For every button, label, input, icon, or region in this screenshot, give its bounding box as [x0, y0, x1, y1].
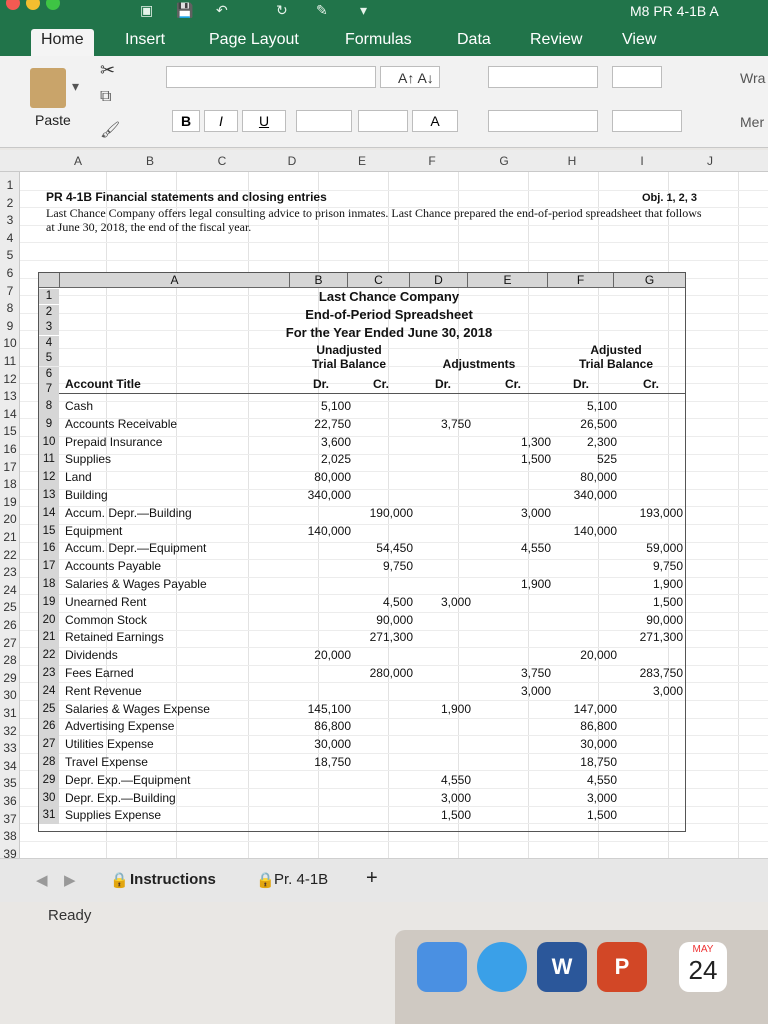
ss-row-number: 17 — [39, 557, 59, 575]
row-header[interactable]: 8 — [6, 301, 14, 316]
table-row — [39, 450, 685, 468]
zoom-window-button[interactable] — [46, 0, 60, 10]
amount-ub-cr: 4,500 — [382, 594, 413, 609]
wrap-text-button[interactable]: Wra — [740, 70, 766, 86]
adjusted-line2: Trial Balance — [578, 357, 654, 371]
ss-row-number: 5 — [39, 351, 59, 366]
adj-cr-header: Cr. — [504, 377, 521, 391]
account-name: Accum. Depr.—Building — [65, 505, 192, 520]
col-header-h[interactable]: H — [567, 154, 577, 168]
tab-page-layout[interactable]: Page Layout — [209, 31, 299, 48]
amount-adj-dr: 1,500 — [440, 808, 471, 823]
row-header[interactable]: 38 — [3, 829, 17, 844]
amount-ab-dr: 2,300 — [586, 434, 617, 449]
row-header[interactable]: 37 — [3, 811, 17, 826]
minimize-window-button[interactable] — [26, 0, 40, 10]
table-row — [39, 522, 685, 540]
table-row — [39, 806, 685, 824]
ss-row-number: 4 — [39, 336, 59, 351]
amount-ab-dr: 30,000 — [580, 737, 617, 752]
table-row — [39, 611, 685, 629]
col-header-b[interactable]: B — [145, 154, 154, 168]
table-row — [39, 468, 685, 486]
adjustments-header: Adjustments — [442, 357, 516, 371]
amount-ab-dr: 525 — [596, 452, 617, 467]
font-color-button[interactable]: A — [412, 110, 458, 132]
row-header[interactable]: 21 — [3, 530, 17, 544]
row-header[interactable]: 33 — [3, 741, 17, 756]
amount-adj-dr: 3,000 — [440, 594, 471, 609]
bold-button[interactable]: B — [172, 110, 200, 132]
row-headers — [0, 172, 20, 858]
amount-adj-cr: 1,900 — [520, 577, 551, 591]
account-name: Advertising Expense — [65, 719, 175, 734]
col-header-e[interactable]: E — [357, 154, 366, 168]
ss-row-number: 27 — [39, 735, 59, 753]
ss-row-number: 22 — [39, 646, 59, 664]
row-header[interactable]: 18 — [3, 477, 17, 492]
table-row — [39, 700, 685, 718]
account-name: Accounts Payable — [65, 559, 162, 574]
ss-row-number: 3 — [39, 320, 59, 335]
ss-row-number: 1 — [39, 289, 59, 304]
table-row — [39, 735, 685, 753]
amount-adj-dr: 3,750 — [440, 416, 471, 431]
amount-ub-cr: 54,450 — [376, 541, 413, 556]
row-header[interactable]: 12 — [3, 371, 17, 386]
ss-col-g: G — [613, 273, 685, 288]
align-top-buttons[interactable] — [488, 66, 598, 88]
ss-row-number: 14 — [39, 504, 59, 522]
adjusted-line1: Adjusted — [590, 343, 642, 357]
amount-ab-cr: 1,900 — [652, 577, 683, 591]
row-header[interactable]: 30 — [3, 688, 17, 703]
account-name: Accum. Depr.—Equipment — [65, 541, 207, 556]
ss-col-a: A — [59, 273, 289, 288]
ss-row-number: 8 — [39, 397, 59, 415]
amount-ab-cr: 9,750 — [652, 559, 683, 574]
status-text: Ready — [48, 907, 92, 924]
amount-ab-dr: 20,000 — [580, 648, 617, 663]
orientation-button[interactable] — [612, 66, 662, 88]
row-header[interactable]: 7 — [6, 283, 14, 298]
worksheet-grid[interactable] — [0, 150, 768, 858]
calendar-day: 24 — [688, 955, 718, 985]
row-header[interactable]: 34 — [3, 758, 17, 773]
ribbon — [0, 56, 768, 148]
col-header-i[interactable]: I — [640, 154, 644, 168]
word-icon[interactable]: W — [537, 942, 587, 992]
ss-col-b: B — [289, 273, 347, 288]
amount-adj-dr: 4,550 — [440, 772, 471, 787]
row-header[interactable]: 6 — [6, 266, 14, 280]
ss-row-number: 21 — [39, 628, 59, 646]
row-header[interactable]: 28 — [3, 653, 17, 668]
redo-icon[interactable]: ↻ — [276, 2, 288, 18]
amount-ab-cr: 271,300 — [639, 630, 683, 645]
row-header[interactable]: 16 — [3, 442, 17, 456]
gridline — [738, 172, 739, 858]
calendar-month: MAY — [692, 944, 714, 955]
powerpoint-icon[interactable]: P — [597, 942, 647, 992]
account-name: Salaries & Wages Expense — [65, 701, 210, 716]
account-name: Travel Expense — [65, 755, 148, 769]
amount-ab-cr: 59,000 — [646, 541, 683, 556]
ss-row-number: 11 — [39, 450, 59, 468]
row-header[interactable]: 14 — [3, 406, 17, 421]
ss-row-number: 24 — [39, 682, 59, 700]
table-row — [39, 557, 685, 575]
amount-adj-cr: 1,500 — [520, 452, 551, 467]
tab-insert[interactable]: Insert — [125, 31, 166, 48]
ss-row-number: 25 — [39, 700, 59, 718]
customize-icon[interactable]: ✎ — [316, 2, 328, 18]
account-name: Supplies Expense — [65, 808, 162, 823]
amount-adj-dr: 1,900 — [440, 701, 471, 716]
problem-intro: Last Chance Company offers legal consulting advice to prison inmates. Last Chance prepared the end-of-period spreadsheet that follows at June 30, 2018, the end of the fiscal year. — [46, 206, 702, 234]
paste-icon[interactable] — [30, 68, 66, 108]
spreadsheet-column-letters — [39, 273, 685, 288]
amount-ab-dr: 140,000 — [573, 523, 617, 538]
company-name: Last Chance Company — [318, 289, 460, 304]
tab-home[interactable]: Home — [31, 29, 94, 56]
ss-row-number: 19 — [39, 593, 59, 611]
col-header-c[interactable]: C — [217, 154, 227, 168]
window-title: M8 PR 4-1B A — [630, 3, 719, 19]
ss-row-number: 2 — [39, 305, 59, 320]
amount-adj-cr: 3,000 — [520, 683, 551, 698]
tab-formulas[interactable]: Formulas — [345, 31, 412, 48]
ab-dr-header: Dr. — [572, 377, 589, 391]
ss-row-number: 9 — [39, 415, 59, 433]
col-header-f[interactable]: F — [428, 154, 436, 168]
ss-row-number: 29 — [39, 771, 59, 789]
ub-dr-header: Dr. — [312, 377, 329, 391]
amount-ub-dr: 140,000 — [307, 523, 351, 538]
close-window-button[interactable] — [6, 0, 20, 10]
account-name: Land — [65, 470, 92, 485]
indent-buttons[interactable] — [612, 110, 682, 132]
account-name: Rent Revenue — [65, 683, 142, 698]
adj-dr-header: Dr. — [434, 377, 451, 391]
ss-row-number: 23 — [39, 664, 59, 682]
amount-ub-dr: 145,100 — [307, 701, 351, 716]
ss-row-number: 12 — [39, 468, 59, 486]
table-row — [39, 628, 685, 646]
amount-ab-dr: 1,500 — [586, 808, 617, 823]
column-headers — [0, 150, 768, 172]
header-rule — [59, 393, 685, 394]
adjusted-header — [547, 343, 685, 371]
amount-ab-dr: 86,800 — [580, 719, 617, 734]
table-row — [39, 771, 685, 789]
amount-ub-cr: 9,750 — [382, 559, 413, 574]
paste-dropdown-icon[interactable]: ▾ — [72, 78, 80, 94]
finder-icon[interactable] — [417, 942, 467, 992]
amount-ub-dr: 18,750 — [314, 755, 351, 769]
amount-ub-dr: 5,100 — [320, 399, 351, 413]
amount-ub-dr: 30,000 — [314, 737, 351, 752]
col-header-g[interactable]: G — [499, 154, 509, 168]
ss-row-number: 6 — [39, 367, 59, 382]
prev-sheet-icon[interactable]: ◀ — [36, 872, 48, 889]
table-row — [39, 575, 685, 593]
row-header[interactable]: 29 — [3, 670, 17, 685]
account-name: Dividends — [65, 648, 118, 663]
ss-row-number: 16 — [39, 539, 59, 557]
amount-ab-cr: 283,750 — [639, 666, 683, 680]
table-row — [39, 397, 685, 415]
ss-row-number: 30 — [39, 789, 59, 807]
ub-cr-header: Cr. — [372, 377, 389, 391]
paste-label[interactable]: Paste — [35, 112, 71, 128]
table-row — [39, 539, 685, 557]
row-header[interactable]: 9 — [6, 318, 14, 333]
problem-objectives: Obj. 1, 2, 3 — [642, 192, 698, 204]
amount-ab-cr: 3,000 — [652, 683, 683, 698]
account-title-header: Account Title — [65, 377, 141, 391]
amount-adj-dr: 3,000 — [440, 790, 471, 805]
unadjusted-line1: Unadjusted — [316, 343, 382, 357]
account-name: Accounts Receivable — [65, 416, 178, 431]
row-header[interactable]: 22 — [3, 547, 17, 562]
sheet-tab-bar — [0, 858, 768, 902]
amount-ab-cr: 193,000 — [639, 505, 683, 520]
unadjusted-header — [289, 343, 409, 371]
amount-ab-dr: 4,550 — [586, 772, 617, 787]
account-name: Unearned Rent — [65, 594, 147, 609]
ss-col-c: C — [347, 273, 409, 288]
merge-button[interactable]: Mer — [740, 114, 765, 130]
amount-adj-cr: 1,300 — [520, 434, 551, 449]
row-header[interactable]: 26 — [3, 618, 17, 632]
row-header[interactable]: 5 — [6, 248, 14, 263]
spreadsheet-title: End-of-Period Spreadsheet — [305, 307, 473, 322]
col-header-d[interactable]: D — [287, 154, 297, 168]
amount-ub-dr: 80,000 — [314, 470, 351, 485]
qat-dropdown-icon[interactable]: ▾ — [360, 2, 368, 18]
unadjusted-line2: Trial Balance — [311, 357, 387, 371]
row-header[interactable]: 35 — [3, 776, 17, 791]
account-name: Salaries & Wages Payable — [65, 577, 207, 591]
amount-adj-cr: 4,550 — [520, 541, 551, 556]
row-header[interactable]: 23 — [3, 565, 17, 580]
col-header-j[interactable]: J — [707, 154, 713, 168]
align-buttons[interactable] — [488, 110, 598, 132]
amount-ub-cr: 190,000 — [369, 505, 413, 520]
ss-row-number: 10 — [39, 433, 59, 451]
dock — [395, 930, 768, 1024]
row-header[interactable]: 2 — [6, 195, 14, 210]
tab-view[interactable]: View — [622, 31, 657, 48]
account-name: Depr. Exp.—Building — [65, 790, 176, 805]
amount-ub-dr: 22,750 — [314, 416, 351, 431]
ss-row-number: 31 — [39, 806, 59, 824]
cut-icon[interactable]: ✂ — [100, 60, 116, 80]
problem-heading: PR 4-1B Financial statements and closing entries — [46, 190, 327, 204]
row-header[interactable]: 39 — [3, 846, 17, 858]
save-icon[interactable]: 💾 — [176, 2, 194, 18]
amount-ub-cr: 90,000 — [376, 612, 413, 627]
row-header[interactable]: 32 — [3, 723, 17, 738]
amount-ub-cr: 271,300 — [369, 630, 413, 645]
title-bar — [0, 0, 768, 24]
account-name: Retained Earnings — [65, 630, 164, 645]
row-header[interactable]: 27 — [3, 635, 17, 650]
row-header[interactable]: 11 — [3, 354, 17, 368]
font-size-grow-button[interactable]: A↑ A↓ — [398, 70, 434, 86]
row-header[interactable]: 36 — [3, 794, 17, 808]
table-row — [39, 415, 685, 433]
ss-row-number: 18 — [39, 575, 59, 593]
ss-col-e: E — [467, 273, 547, 288]
ss-row-number: 20 — [39, 611, 59, 629]
row-header[interactable]: 17 — [3, 459, 17, 474]
copy-icon[interactable]: ⧉ — [100, 88, 112, 105]
ribbon-tabs — [0, 24, 768, 56]
table-row — [39, 753, 685, 771]
row-header[interactable]: 1 — [6, 178, 14, 192]
ss-row-number: 26 — [39, 717, 59, 735]
amount-ub-dr: 86,800 — [314, 719, 351, 734]
row-header[interactable]: 10 — [3, 336, 17, 351]
table-row — [39, 789, 685, 807]
safari-icon[interactable] — [477, 942, 527, 992]
row-header[interactable]: 25 — [3, 600, 17, 615]
account-name: Cash — [65, 399, 94, 413]
amount-ub-cr: 280,000 — [369, 666, 413, 680]
ss-col-f: F — [547, 273, 613, 288]
amount-ab-cr: 90,000 — [646, 612, 683, 627]
italic-button[interactable]: I — [204, 110, 238, 132]
account-name: Equipment — [65, 523, 123, 538]
lock-icon: 🔒 — [110, 872, 129, 889]
amount-ab-dr: 5,100 — [586, 399, 617, 413]
account-name: Common Stock — [65, 612, 148, 627]
underline-button[interactable]: U — [242, 110, 286, 132]
account-name: Depr. Exp.—Equipment — [65, 772, 191, 787]
amount-ab-dr: 26,500 — [580, 416, 617, 431]
spreadsheet-period: For the Year Ended June 30, 2018 — [285, 325, 493, 340]
table-row — [39, 504, 685, 522]
account-name: Supplies — [65, 452, 112, 467]
ss-col-d: D — [409, 273, 467, 288]
account-name: Building — [65, 488, 108, 502]
autosave-icon[interactable]: ▣ — [140, 2, 154, 18]
row-header[interactable]: 15 — [3, 424, 17, 439]
account-name: Prepaid Insurance — [65, 434, 163, 449]
sheet-tab-pr4-1b[interactable]: Pr. 4-1B — [274, 871, 329, 888]
borders-button[interactable] — [296, 110, 352, 132]
amount-adj-cr: 3,750 — [520, 666, 551, 680]
table-row — [39, 664, 685, 682]
undo-icon[interactable]: ↶ — [216, 2, 228, 18]
row-header[interactable]: 24 — [3, 582, 17, 597]
col-header-a[interactable]: A — [73, 154, 82, 168]
row-header[interactable]: 13 — [3, 389, 17, 404]
amount-ab-dr: 18,750 — [580, 755, 617, 769]
ss-row-number: 15 — [39, 522, 59, 540]
lock-icon: 🔒 — [256, 872, 275, 889]
format-painter-icon[interactable]: 🖌 — [100, 122, 121, 139]
end-of-period-spreadsheet — [38, 272, 686, 832]
sheet-tab-instructions[interactable]: Instructions — [130, 871, 216, 888]
table-row — [39, 717, 685, 735]
amount-ab-cr: 1,500 — [652, 594, 683, 609]
table-row — [39, 593, 685, 611]
account-name: Fees Earned — [65, 666, 134, 680]
calendar-icon[interactable] — [679, 942, 727, 992]
row-header[interactable]: 4 — [6, 230, 14, 245]
next-sheet-icon[interactable]: ▶ — [64, 872, 76, 889]
tab-data[interactable]: Data — [457, 31, 491, 48]
account-name: Utilities Expense — [65, 737, 154, 752]
table-row — [39, 646, 685, 664]
table-row — [39, 486, 685, 504]
ab-cr-header: Cr. — [642, 377, 659, 391]
amount-ab-dr: 3,000 — [586, 790, 617, 805]
amount-ub-dr: 3,600 — [320, 434, 351, 449]
amount-ab-dr: 80,000 — [580, 470, 617, 485]
row-header[interactable]: 31 — [3, 706, 17, 720]
add-sheet-button[interactable]: + — [366, 867, 378, 889]
ss-row-number: 28 — [39, 753, 59, 771]
amount-ub-dr: 2,025 — [320, 452, 351, 467]
table-row — [39, 682, 685, 700]
problem-image[interactable] — [30, 180, 700, 858]
row-header[interactable]: 19 — [3, 494, 17, 509]
row-header[interactable]: 3 — [6, 213, 14, 228]
amount-ab-dr: 147,000 — [573, 701, 617, 716]
fill-color-button[interactable] — [358, 110, 408, 132]
table-row — [39, 433, 685, 451]
amount-adj-cr: 3,000 — [520, 505, 551, 520]
amount-ub-dr: 340,000 — [307, 488, 351, 502]
ss-row-number: 13 — [39, 486, 59, 504]
font-name-select[interactable] — [166, 66, 376, 88]
ss-row-number: 7 — [39, 382, 59, 397]
row-header[interactable]: 20 — [3, 512, 17, 527]
tab-review[interactable]: Review — [530, 31, 583, 48]
amount-ub-dr: 20,000 — [314, 648, 351, 663]
amount-ab-dr: 340,000 — [573, 488, 617, 502]
